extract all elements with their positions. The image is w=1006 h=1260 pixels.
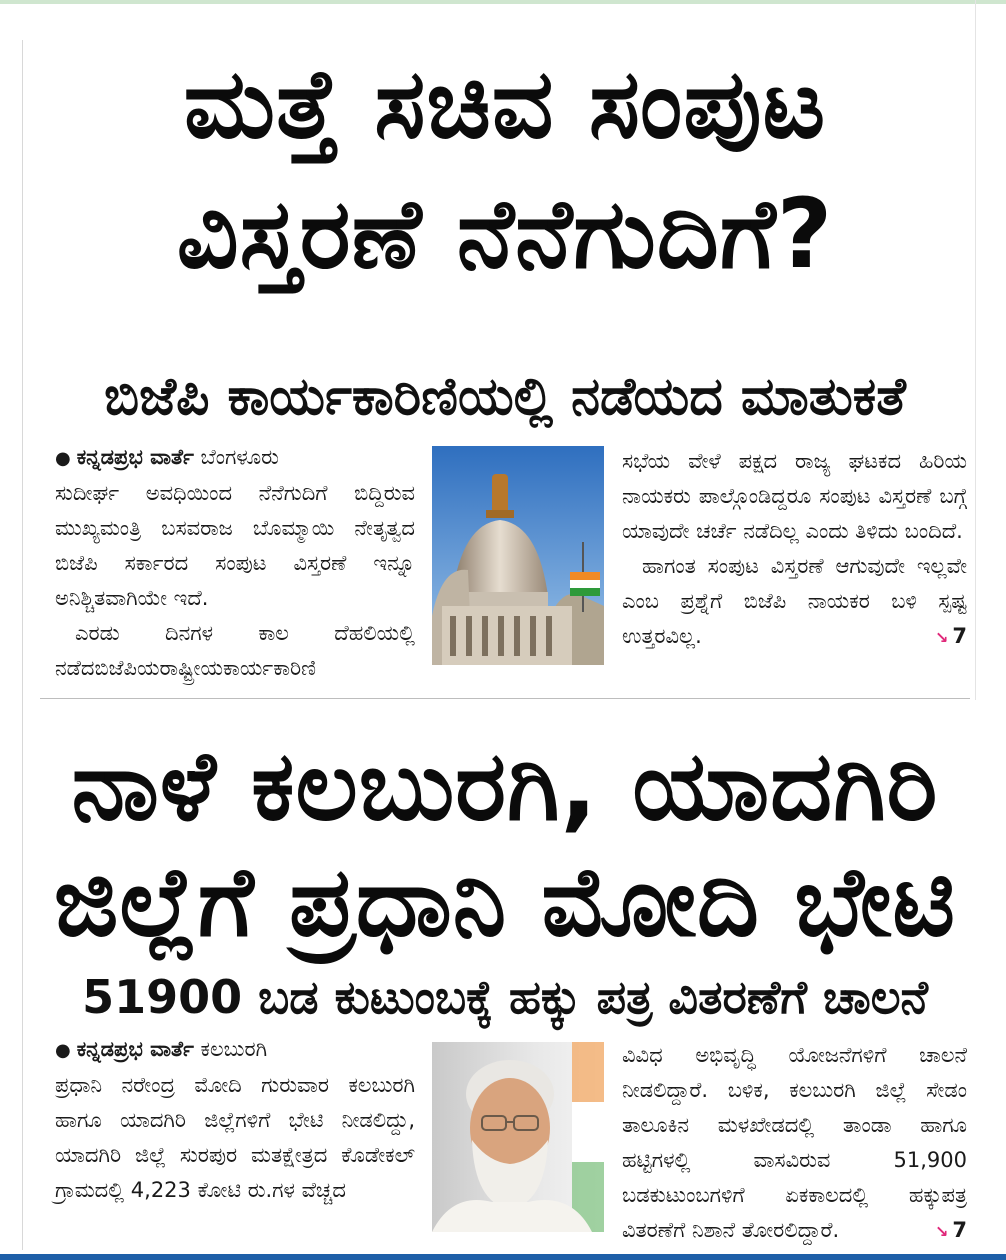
story2-continued-page: 7 <box>952 1218 967 1242</box>
pm-modi-photo <box>432 1042 604 1232</box>
story2-left-column <box>55 1032 415 1208</box>
story1-continued-page: 7 <box>952 624 967 648</box>
story2-headline-line1: ನಾಳೆ ಕಲಬುರಗಿ, ಯಾದಗಿರಿ <box>71 730 939 842</box>
bottom-edge-strip <box>0 1254 1006 1260</box>
story1-right-column <box>622 444 967 655</box>
story2-continued-link[interactable] <box>935 1213 967 1249</box>
story-divider <box>40 698 970 699</box>
story2-left-text: ಪ್ರಧಾನಿ ನರೇಂದ್ರ ಮೋದಿ ಗುರುವಾರ ಕಲಬುರಗಿ ಹಾಗೂ ಯಾದಗಿರಿ ಜಿಲ್ಲೆಗಳಿಗೆ ಭೇಟಿ ನೀಡಲಿದ್ದು, ಯಾದಗಿರಿ ಜಿಲ್ಲೆ ಸುರಪುರ ಮತಕ್ಷೇತ್ರದ ಕೊಡೇಕಲ್ ಗ್ರಾಮದಲ್ಲಿ 4,223 ಕೋಟಿ ರು.ಗಳ ವೆಚ್ಚದ <box>55 1073 415 1202</box>
story1-left-column <box>55 440 415 686</box>
continue-arrow-icon: ↘ <box>934 1222 949 1241</box>
story1-right-text: ಸಭೆಯ ವೇಳೆ ಪಕ್ಷದ ರಾಜ್ಯ ಘಟಕದ ಹಿರಿಯ ನಾಯಕರು ಪಾಲ್ಗೊಂಡಿದ್ದರೂ ಸಂಪುಟ ವಿಸ್ತರಣೆ ಬಗ್ಗೆ ಯಾವುದೇ ಚರ್ಚೆ ನಡೆದಿಲ್ಲ ಎಂದು ತಿಳಿದು ಬಂದಿದೆ. <box>622 449 967 543</box>
story2-right-text: ವಿವಿಧ ಅಭಿವೃದ್ಧಿ ಯೋಜನೆಗಳಿಗೆ ಚಾಲನೆ ನೀಡಲಿದ್ದಾರೆ. ಬಳಿಕ, ಕಲಬುರಗಿ ಜಿಲ್ಲೆ ಸೇಡಂ ತಾಲೂಕಿನ ಮಳಖೇಡದಲ್ಲಿ ತಾಂಡಾ ಹಾಗೂ ಹಟ್ಟಿಗಳಲ್ಲಿ ವಾಸವಿರುವ 51,900 ಬಡಕುಟುಂಬಗಳಿಗೆ ಏಕಕಾಲದಲ್ಲಿ ಹಕ್ಕುಪತ್ರ ವಿತರಣೆಗೆ ನಿಶಾನೆ ತೋರಲಿದ್ದಾರೆ. <box>622 1043 967 1242</box>
story2-headline-line2: ಜಿಲ್ಲೆಗೆ ಪ್ರಧಾನಿ ಮೋದಿ ಭೇಟಿ <box>53 846 957 958</box>
bullet-icon: ● <box>55 448 71 469</box>
story1-headline-line1: ಮತ್ತೆ ಸಚಿವ ಸಂಪುಟ <box>183 48 827 160</box>
vidhana-soudha-image <box>432 446 604 665</box>
vidhana-soudha-photo <box>432 446 604 665</box>
story1-subhead: ಬಿಜೆಪಿ ಕಾರ್ಯಕಾರಿಣಿಯಲ್ಲಿ ನಡೆಯದ ಮಾತುಕತೆ <box>104 367 906 427</box>
story1-right-text-2: ಹಾಗಂತ ಸಂಪುಟ ವಿಸ್ತರಣೆ ಆಗುವುದೇ ಇಲ್ಲವೇ ಎಂಬ ಪ್ರಶ್ನೆಗೆ ಬಿಜೆಪಿ ನಾಯಕರ ಬಳಿ ಸ್ಪಷ್ಟ ಉತ್ತರವಿಲ್ಲ. <box>622 554 967 648</box>
story2-byline: ಕನ್ನಡಪ್ರಭ ವಾರ್ತೆ <box>76 1037 194 1061</box>
story1-byline: ಕನ್ನಡಪ್ರಭ ವಾರ್ತೆ <box>76 445 194 469</box>
story2-subhead: 51900 ಬಡ ಕುಟುಂಬಕ್ಕೆ ಹಕ್ಕು ಪತ್ರ ವಿತರಣೆಗೆ ಚಾಲನೆ <box>82 970 928 1024</box>
left-column-rule <box>22 40 23 1250</box>
story2-right-column <box>622 1038 967 1249</box>
story1-continued-link[interactable] <box>915 619 967 655</box>
story1-left-text-2: ಎರಡು ದಿನಗಳ ಕಾಲ ದೆಹಲಿಯಲ್ಲಿ ನಡೆದಬಿಜೆಪಿಯರಾಷ್ಟ್ರೀಯಕಾರ್ಯಕಾರಿಣಿ <box>55 621 415 680</box>
story1-headline-line2: ವಿಸ್ತರಣೆ ನೆನೆಗುದಿಗೆ? <box>176 178 834 290</box>
continue-arrow-icon: ↘ <box>934 628 949 647</box>
pm-modi-portrait-image <box>432 1042 604 1232</box>
story2-dateline: ಕಲಬುರಗಿ <box>200 1037 268 1061</box>
story1-dateline: ಬೆಂಗಳೂರು <box>200 445 279 469</box>
bullet-icon: ● <box>55 1040 71 1061</box>
story1-left-text: ಸುದೀರ್ಘ ಅವಧಿಯಿಂದ ನೆನೆಗುದಿಗೆ ಬಿದ್ದಿರುವ ಮುಖ್ಯಮಂತ್ರಿ ಬಸವರಾಜ ಬೊಮ್ಮಾಯಿ ನೇತೃತ್ವದ ಬಿಜೆಪಿ ಸರ್ಕಾರದ ಸಂಪುಟ ವಿಸ್ತರಣೆ ಇನ್ನೂ ಅನಿಶ್ಚಿತವಾಗಿಯೇ ಇದೆ. <box>55 481 415 610</box>
top-edge-strip <box>0 0 1006 4</box>
